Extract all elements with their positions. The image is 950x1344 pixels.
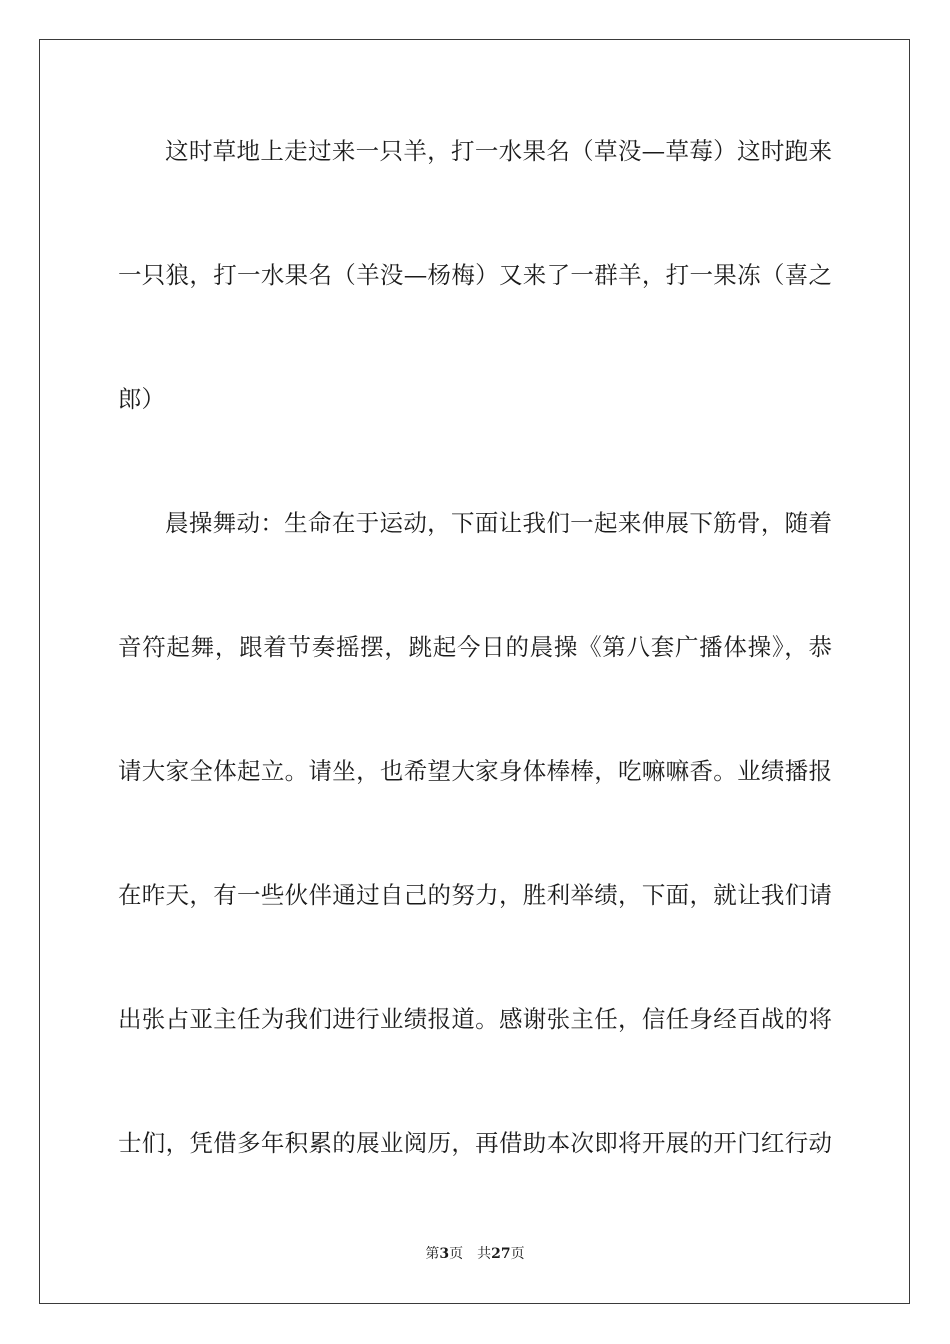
page-footer	[0, 1245, 950, 1263]
total-prefix: 共	[477, 1246, 492, 1262]
paragraph-2-line-5: 出张占亚主任为我们进行业绩报道。感谢张主任，信任身经百战的将	[118, 1005, 832, 1033]
current-page-number: 3	[439, 1246, 450, 1262]
paragraph-1-line-3: 郎）	[118, 385, 165, 413]
paragraph-2-line-1: 晨操舞动：生命在于运动，下面让我们一起来伸展下筋骨，随着	[165, 509, 832, 537]
page-border	[39, 39, 910, 1304]
paragraph-2-line-4: 在昨天，有一些伙伴通过自己的努力，胜利举绩，下面，就让我们请	[118, 881, 832, 909]
page-suffix: 页	[449, 1246, 464, 1262]
total-pages-number: 27	[491, 1246, 511, 1262]
paragraph-1-line-2: 一只狼，打一水果名（羊没—杨梅）又来了一群羊，打一果冻（喜之	[118, 261, 832, 289]
paragraph-1-line-1: 这时草地上走过来一只羊，打一水果名（草没—草莓）这时跑来	[165, 137, 832, 165]
paragraph-2-line-6: 士们，凭借多年积累的展业阅历，再借助本次即将开展的开门红行动	[118, 1129, 832, 1157]
paragraph-2-line-2: 音符起舞，跟着节奏摇摆，跳起今日的晨操《第八套广播体操》，恭	[118, 633, 832, 661]
paragraph-2-line-3: 请大家全体起立。请坐，也希望大家身体棒棒，吃嘛嘛香。业绩播报	[118, 757, 832, 785]
total-suffix: 页	[510, 1246, 525, 1262]
page-prefix: 第	[425, 1246, 440, 1262]
